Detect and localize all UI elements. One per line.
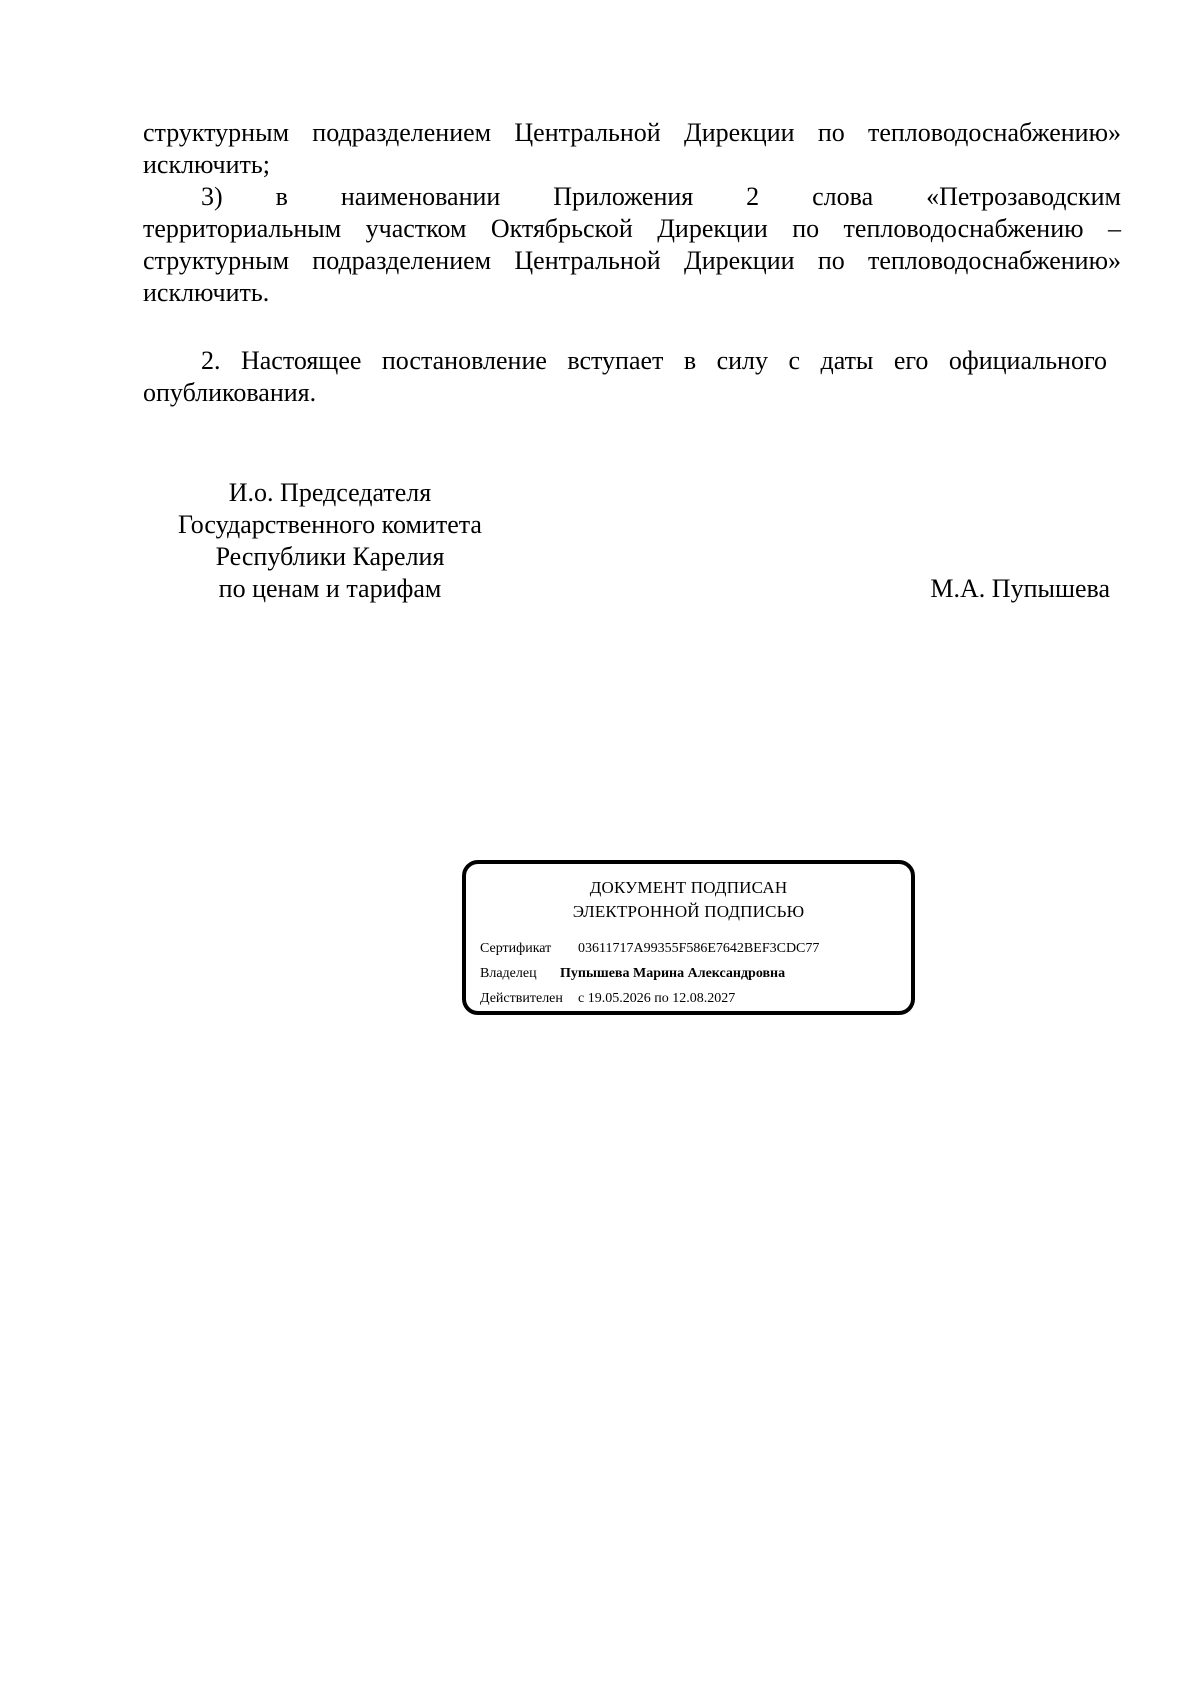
stamp-title-line: ЭЛЕКТРОННОЙ ПОДПИСЬЮ <box>572 902 805 921</box>
text-line: опубликования. <box>143 378 317 407</box>
certificate-label: Сертификат <box>480 941 552 956</box>
stamp-title <box>466 876 911 924</box>
stamp-validity-row <box>480 990 735 1008</box>
signer-position <box>150 477 510 605</box>
signer-position-line: Республики Карелия <box>215 542 445 571</box>
list-item-3: 3) в наименовании Приложения 2 слова «Петрозаводским <box>201 182 1121 211</box>
text-line: исключить. <box>143 278 270 307</box>
signer-position-line: И.о. Председателя <box>228 478 432 507</box>
amendment-text-block <box>143 117 1121 309</box>
electronic-signature-stamp <box>462 860 915 1015</box>
signer-position-line: по ценам и тарифам <box>218 574 442 603</box>
validity-label: Действителен <box>480 991 563 1006</box>
text-line: территориальным участком Октябрьской Дирекции по тепловодоснабжению – <box>143 214 1121 243</box>
effective-date-paragraph <box>143 345 1121 409</box>
text-line: исключить; <box>143 150 270 179</box>
stamp-certificate-row <box>480 940 819 958</box>
signer-position-line: Государственного комитета <box>178 510 482 539</box>
text-line: структурным подразделением Центральной Дирекции по тепловодоснабжению» <box>143 118 1121 147</box>
text-line: 2. Настоящее постановление вступает в силу с даты его официального <box>201 346 1107 375</box>
validity-value: с 19.05.2026 по 12.08.2027 <box>578 991 736 1006</box>
signer-name: М.А. Пупышева <box>930 574 1110 603</box>
text-line: структурным подразделением Центральной Дирекции по тепловодоснабжению» <box>143 246 1121 275</box>
certificate-value: 03611717A99355F586E7642BEF3CDC77 <box>578 941 820 956</box>
stamp-owner-row <box>480 965 785 983</box>
owner-label: Владелец <box>480 966 537 981</box>
owner-value: Пупышева Марина Александровна <box>560 966 786 981</box>
stamp-title-line: ДОКУМЕНТ ПОДПИСАН <box>589 878 788 897</box>
